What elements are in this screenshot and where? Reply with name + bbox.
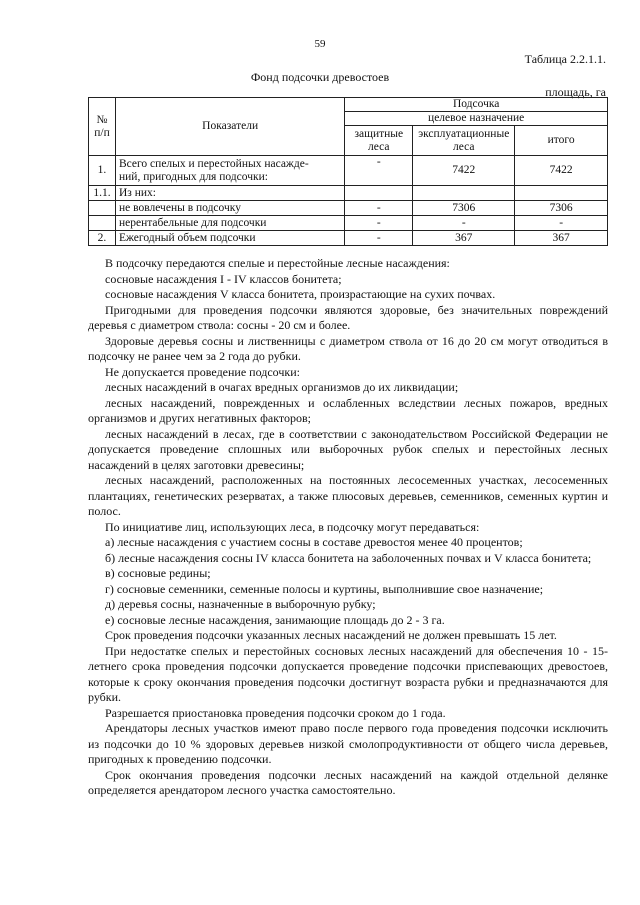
table-row [89, 186, 608, 201]
paragraph: е) сосновые лесные насаждения, занимающие площадь до 2 - 3 га. [105, 612, 445, 627]
table-unit: площадь, га [545, 85, 606, 99]
header-protective: защитные леса [345, 126, 413, 156]
paragraph: Арендаторы лесных участков имеют право после первого года проведения подсочки исключить из подсочки до 10 % здоровых деревьев низкой смолопродуктивности от общего числа деревьев, пригодных к проведению подсочки. [88, 721, 608, 766]
cell-protective [345, 186, 413, 201]
header-number: № п/п [89, 98, 116, 156]
row-number: 1.1. [89, 186, 116, 201]
header-indicators: Показатели [115, 98, 344, 156]
cell-exploitation [413, 186, 515, 201]
row-label: нерентабельные для подсочки [115, 216, 344, 231]
cell-protective: - [345, 231, 413, 246]
cell-exploitation: 7422 [413, 156, 515, 186]
cell-total: 7422 [515, 156, 608, 186]
header-group: Подсочка [345, 98, 608, 112]
row-label: Всего спелых и перестойных насажде- ний, пригодных для подсочки: [115, 156, 344, 186]
header-exploitation: эксплуатационные леса [413, 126, 515, 156]
paragraph: г) сосновые семенники, семенные полосы и куртины, выполнившие свое назначение; [105, 581, 544, 596]
paragraph: Срок проведения подсочки указанных лесных насаждений не должен превышать 15 лет. [105, 628, 557, 642]
row-number [89, 201, 116, 216]
cell-protective: - [345, 201, 413, 216]
paragraph: Срок окончания проведения подсочки лесных насаждений на каждой отдельной делянке определяется арендатором лесного участка самостоятельно. [88, 767, 608, 797]
paragraph: сосновые насаждения V класса бонитета, произрастающие на сухих почвах. [105, 287, 496, 301]
cell-exploitation: - [413, 216, 515, 231]
paragraph: Пригодными для проведения подсочки являются здоровые, без значительных повреждений деревья с диаметром ствола: сосны - 20 см и более. [88, 302, 608, 332]
cell-total [515, 186, 608, 201]
body-text [88, 256, 608, 799]
paragraph: Здоровые деревья сосны и лиственницы с диаметром ствола от 16 до 20 см могут отводиться в подсочку не ранее чем за 2 года до рубки. [88, 333, 608, 363]
cell-total: 367 [515, 231, 608, 246]
paragraph: лесных насаждений, поврежденных и ослабленных вследствии лесных пожаров, вредных организмов и других негативных факторов; [88, 395, 608, 425]
header-subgroup: целевое назначение [345, 112, 608, 126]
cell-protective: - [345, 216, 413, 231]
table-row [89, 201, 608, 216]
paragraph: Не допускается проведение подсочки: [105, 364, 300, 379]
fund-table [88, 97, 608, 246]
page-number: 59 [314, 38, 326, 50]
row-label: не вовлечены в подсочку [115, 201, 344, 216]
paragraph: б) лесные насаждения сосны IV класса бонитета на заболоченных почвах и V класса бонитета; [105, 550, 592, 565]
paragraph: лесных насаждений в очагах вредных организмов до их ликвидации; [105, 380, 459, 394]
header-total: итого [515, 126, 608, 156]
table-row [89, 231, 608, 246]
table-label: Таблица 2.2.1.1. [524, 52, 606, 66]
row-number [89, 216, 116, 231]
paragraph: В подсочку передаются спелые и перестойные лесные насаждения: [105, 256, 450, 270]
paragraph: а) лесные насаждения с участием сосны в составе древостоя менее 40 процентов; [105, 535, 523, 549]
table-title: Фонд подсочки древостоев [250, 70, 390, 84]
paragraph: По инициативе лиц, использующих леса, в подсочку могут передаваться: [105, 519, 480, 534]
paragraph: д) деревья сосны, назначенные в выборочную рубку; [105, 597, 376, 611]
paragraph: лесных насаждений в лесах, где в соответствии с законодательством Российской Федерации не допускается проведение сплошных или выборочных рубок спелых и перестойных лесных насаждений в целях заготовки древесины; [88, 426, 608, 472]
paragraph: лесных насаждений, расположенных на постоянных лесосеменных участках, лесосеменных плантациях, генетических резерватах, а также плюсовых деревьев, семенников, семенных куртин и полос. [88, 473, 608, 518]
row-label: Из них: [115, 186, 344, 201]
table-row [89, 156, 608, 186]
row-number: 1. [89, 156, 116, 186]
row-label: Ежегодный объем подсочки [115, 231, 344, 246]
row-number: 2. [89, 231, 116, 246]
cell-total: 7306 [515, 201, 608, 216]
cell-exploitation: 7306 [413, 201, 515, 216]
table-row [89, 216, 608, 231]
cell-total: - [515, 216, 608, 231]
paragraph: Разрешается приостановка проведения подсочки сроком до 1 года. [105, 705, 446, 720]
paragraph: При недостатке спелых и перестойных сосновых лесных насаждений для обеспечения 10 - 15-летнего срока проведения подсочки допускается проведение подсочки приспевающих древостоев, которые к сроку окончания проведения подсочки достигнут возраста рубки и предназначаются для рубки. [88, 643, 608, 704]
paragraph: сосновые насаждения I - IV классов бонитета; [105, 271, 342, 286]
cell-exploitation: 367 [413, 231, 515, 246]
paragraph: в) сосновые редины; [105, 566, 211, 580]
cell-protective: - [345, 156, 413, 186]
